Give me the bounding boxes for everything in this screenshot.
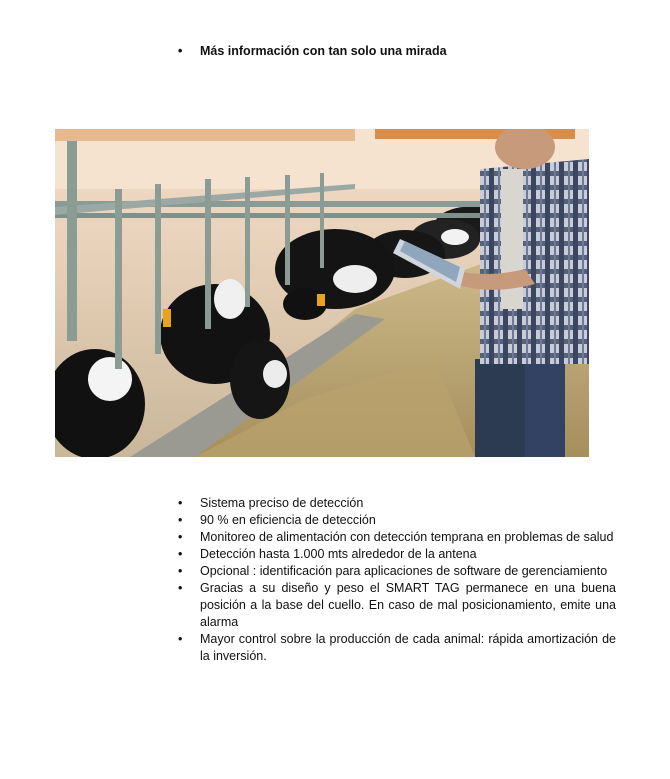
bullet-dot: • (178, 530, 183, 544)
list-item-text: 90 % en eficiencia de detección (200, 513, 376, 527)
list-item-text: Mayor control sobre la producción de cada animal: rápida amortización de la inversión. (200, 632, 616, 663)
bullet-dot: • (178, 581, 183, 595)
list-item (178, 546, 616, 563)
dairy-cows-photo (55, 129, 589, 457)
list-item (178, 529, 616, 546)
list-item-text: Sistema preciso de detección (200, 496, 364, 510)
list-item-text: Monitoreo de alimentación con detección temprana en problemas de salud (200, 530, 614, 544)
bullet-dot: • (178, 44, 183, 58)
list-item (178, 631, 616, 665)
list-item (178, 495, 616, 512)
bullet-dot: • (178, 496, 183, 510)
list-item-text: Detección hasta 1.000 mts alrededor de la antena (200, 547, 477, 561)
list-item-text: Opcional : identificación para aplicaciones de software de gerenciamiento (200, 564, 608, 578)
bullet-dot: • (178, 513, 183, 527)
list-item-text: Gracias a su diseño y peso el SMART TAG permanece en una buena posición a la base del cuello. En caso de mal posicionamiento, emite una alarma (200, 581, 616, 629)
list-item (178, 580, 616, 631)
bullet-dot: • (178, 547, 183, 561)
list-item (178, 512, 616, 529)
list-item (178, 563, 616, 580)
bullet-dot: • (178, 564, 183, 578)
heading-text: Más información con tan solo una mirada (200, 44, 447, 58)
bullet-dot: • (178, 632, 183, 646)
feature-list (178, 495, 616, 665)
